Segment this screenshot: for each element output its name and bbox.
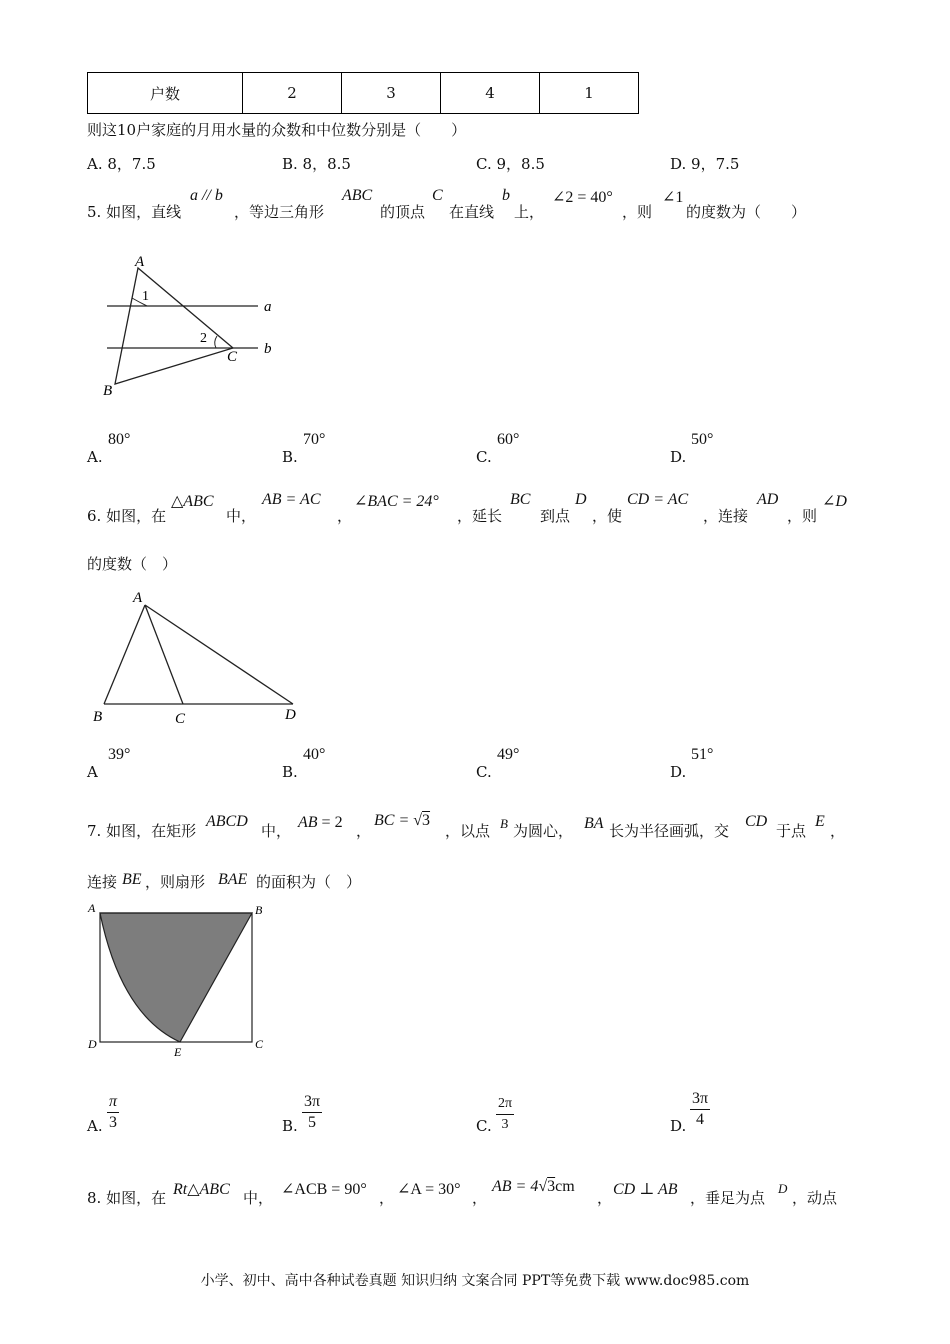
page-footer: 小学、初中、高中各种试卷真题 知识归纳 文案合同 PPT等免费下载 www.doc985.com bbox=[200, 1273, 750, 1289]
q7-math-b: B bbox=[500, 816, 508, 831]
table-cell: 1 bbox=[540, 73, 639, 114]
q6-text: ， bbox=[337, 507, 353, 525]
q4-stem: 则这10户家庭的月用水量的众数和中位数分别是（ ） bbox=[87, 121, 467, 139]
q8-math-ab: AB = 4√3cm bbox=[492, 1178, 575, 1195]
q6-label-a: A bbox=[133, 590, 143, 606]
q7-option-a-letter: A. bbox=[87, 1117, 103, 1135]
q5-option-a-letter: A. bbox=[87, 448, 103, 466]
household-count-table bbox=[87, 72, 639, 114]
q6-text: ，则 bbox=[787, 507, 818, 525]
q6-number: 6. 如图，在 bbox=[87, 507, 167, 525]
q8-math-cd-perp-ab: CD ⊥ AB bbox=[613, 1181, 678, 1198]
q8-text: ， bbox=[379, 1189, 395, 1207]
q6-line2: 的度数（ ） bbox=[87, 555, 178, 573]
q7-option-b-letter: B. bbox=[282, 1117, 298, 1135]
q6-text: ，使 bbox=[592, 507, 623, 525]
table-row bbox=[88, 73, 639, 114]
q4-option-d: D. 9，7.5 bbox=[670, 155, 740, 173]
q7-label-e: E bbox=[174, 1045, 182, 1059]
q7-text: ，以点 bbox=[445, 822, 491, 840]
q8-math-angle-acb: ∠ACB = 90° bbox=[281, 1181, 367, 1198]
q6-option-c-value: 49° bbox=[497, 746, 520, 763]
q5-label-angle1: 1 bbox=[142, 289, 149, 304]
q5-option-b-value: 70° bbox=[303, 431, 326, 448]
q5-label-line-a: a bbox=[264, 299, 272, 315]
q6-option-d-value: 51° bbox=[691, 746, 714, 763]
q5-math-parallel: a // b bbox=[190, 187, 223, 204]
q5-text: ，则 bbox=[622, 203, 653, 221]
q8-number: 8. 如图，在 bbox=[87, 1189, 167, 1207]
q7-math-cd: CD bbox=[745, 813, 768, 830]
q7-math-ba: BA bbox=[584, 815, 604, 832]
q5-label-a-vertex: A bbox=[135, 254, 145, 270]
q5-math-angle1: ∠1 bbox=[662, 189, 684, 206]
q7-line2-text: 连接 bbox=[87, 873, 118, 891]
q7-math-abcd: ABCD bbox=[206, 813, 248, 830]
q6-option-c-letter: C. bbox=[476, 763, 492, 781]
q7-text: ， bbox=[830, 822, 846, 840]
q7-number: 7. 如图，在矩形 bbox=[87, 822, 197, 840]
q8-text: ， bbox=[472, 1189, 488, 1207]
q7-line2-text: ，则扇形 bbox=[145, 873, 206, 891]
q5-math-c: C bbox=[432, 187, 443, 204]
q5-label-c-vertex: C bbox=[227, 349, 238, 365]
q7-math-ab: AB = 2 bbox=[298, 814, 343, 831]
q5-label-b-vertex: B bbox=[103, 383, 113, 399]
q5-option-c-letter: C. bbox=[476, 448, 492, 466]
q6-option-b-value: 40° bbox=[303, 746, 326, 763]
q6-option-b-letter: B. bbox=[282, 763, 298, 781]
q5-number: 5. 如图，直线 bbox=[87, 203, 182, 221]
q6-math-triangle: △ABC bbox=[171, 493, 214, 510]
q7-math-be: BE bbox=[122, 871, 142, 888]
table-cell: 3 bbox=[342, 73, 441, 114]
q6-math-ad: AD bbox=[757, 491, 779, 508]
q5-option-d-value: 50° bbox=[691, 431, 714, 448]
q7-text: ， bbox=[356, 822, 372, 840]
q6-option-a-letter: A bbox=[87, 763, 98, 781]
q7-option-d-letter: D. bbox=[670, 1117, 687, 1135]
q7-text: 为圆心， bbox=[513, 822, 574, 840]
q7-option-c-fraction: 2π 3 bbox=[498, 1096, 513, 1132]
q7-label-a: A bbox=[88, 901, 96, 915]
q6-text: ，延长 bbox=[457, 507, 503, 525]
q5-label-line-b: b bbox=[264, 341, 272, 357]
q8-text: ，动点 bbox=[792, 1189, 838, 1207]
q5-option-d-letter: D. bbox=[670, 448, 687, 466]
q7-option-c-letter: C. bbox=[476, 1117, 492, 1135]
q7-figure bbox=[85, 900, 270, 1060]
q4-option-a: A. 8，7.5 bbox=[87, 155, 156, 173]
q5-figure bbox=[95, 248, 285, 400]
q6-label-b: B bbox=[93, 709, 103, 725]
q8-math-angle-a: ∠A = 30° bbox=[397, 1181, 461, 1198]
q7-text: 于点 bbox=[776, 822, 807, 840]
q7-label-c: C bbox=[255, 1037, 264, 1051]
q5-option-a-value: 80° bbox=[108, 431, 131, 448]
q7-line2-text: 的面积为（ ） bbox=[256, 873, 362, 891]
q5-math-angle2: ∠2 = 40° bbox=[552, 189, 613, 206]
q6-figure bbox=[88, 587, 308, 729]
q6-math-bc: BC bbox=[510, 491, 531, 508]
q6-math-ab-ac: AB = AC bbox=[262, 491, 321, 508]
q6-math-angle-d: ∠D bbox=[822, 493, 847, 510]
q8-text: ， bbox=[597, 1189, 613, 1207]
q5-math-b: b bbox=[502, 187, 510, 204]
q5-text: 上， bbox=[514, 203, 545, 221]
q5-option-b-letter: B. bbox=[282, 448, 298, 466]
q8-text: ，垂足为点 bbox=[690, 1189, 766, 1207]
q4-option-c: C. 9，8.5 bbox=[476, 155, 545, 173]
q6-text: ，连接 bbox=[703, 507, 749, 525]
q7-math-e: E bbox=[815, 813, 825, 830]
q6-math-cd-ac: CD = AC bbox=[627, 491, 689, 508]
q5-text: 在直线 bbox=[449, 203, 495, 221]
q7-text: 中， bbox=[261, 822, 292, 840]
q8-math-d: D bbox=[778, 1181, 788, 1196]
table-cell: 4 bbox=[441, 73, 540, 114]
q6-text: 中， bbox=[226, 507, 257, 525]
table-cell: 2 bbox=[243, 73, 342, 114]
q7-math-bae: BAE bbox=[218, 871, 248, 888]
q5-text: 的顶点 bbox=[380, 203, 426, 221]
q7-label-d: D bbox=[88, 1037, 97, 1051]
q7-label-b: B bbox=[255, 903, 263, 917]
q7-option-a-fraction: π 3 bbox=[109, 1093, 118, 1131]
q6-math-d: D bbox=[575, 491, 587, 508]
q6-option-d-letter: D. bbox=[670, 763, 687, 781]
q6-text: 到点 bbox=[540, 507, 571, 525]
q7-text: 长为半径画弧，交 bbox=[609, 822, 730, 840]
q7-option-d-fraction: 3π 4 bbox=[692, 1090, 709, 1128]
q7-math-bc: BC = √3 bbox=[374, 812, 431, 829]
q5-text: 的度数为（ ） bbox=[686, 203, 807, 221]
q7-option-b-fraction: 3π 5 bbox=[304, 1093, 321, 1131]
q6-label-c: C bbox=[175, 711, 186, 727]
q4-option-b: B. 8，8.5 bbox=[282, 155, 351, 173]
q6-label-d: D bbox=[285, 707, 296, 723]
q5-label-angle2: 2 bbox=[200, 331, 207, 346]
q8-math-rt-triangle: Rt△ABC bbox=[173, 1181, 230, 1198]
q6-math-angle-bac: ∠BAC = 24° bbox=[354, 493, 439, 510]
table-header-cell: 户数 bbox=[88, 73, 243, 114]
q6-option-a-value: 39° bbox=[108, 746, 131, 763]
q5-math-abc: ABC bbox=[342, 187, 373, 204]
q8-text: 中， bbox=[243, 1189, 274, 1207]
q5-option-c-value: 60° bbox=[497, 431, 520, 448]
q5-text: ，等边三角形 bbox=[234, 203, 325, 221]
